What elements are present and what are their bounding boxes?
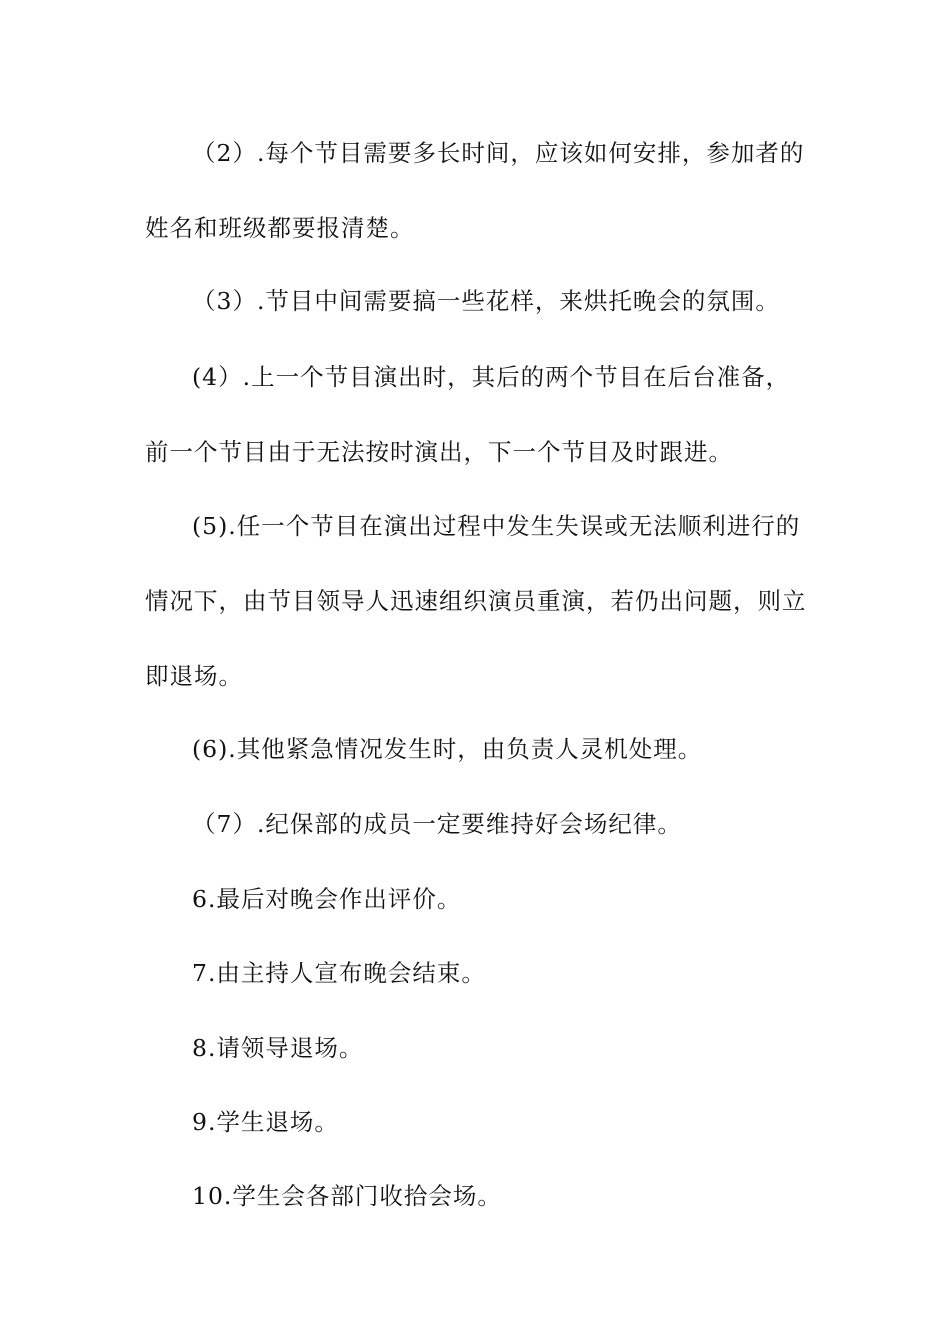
step-10: 10.学生会各部门收拾会场。 <box>192 1182 502 1210</box>
paragraph-item-6: (6).其他紧急情况发生时，由负责人灵机处理。 <box>192 735 703 763</box>
paragraph-item-5: (5).任一个节目在演出过程中发生失误或无法顺利进行的情况下，由节目领导人迅速组织演员重演，若仍出问题，则立即退场。 <box>145 512 807 690</box>
step-9: 9.学生退场。 <box>192 1108 339 1136</box>
paragraph-item-3: （3）.节目中间需要搞一些花样，来烘托晚会的氛围。 <box>192 287 780 315</box>
paragraph-item-4: (4）.上一个节目演出时，其后的两个节目在后台准备，前一个节目由于无法按时演出，下一个节目及时跟进。 <box>145 363 791 466</box>
step-6: 6.最后对晚会作出评价。 <box>192 885 462 913</box>
paragraph-item-7: （7）.纪保部的成员一定要维持好会场纪律。 <box>192 810 682 838</box>
paragraph-item-2: （2）.每个节目需要多长时间，应该如何安排，参加者的姓名和班级都要报清楚。 <box>145 139 805 242</box>
step-8: 8.请领导退场。 <box>192 1034 364 1062</box>
step-7: 7.由主持人宣布晚会结束。 <box>192 959 486 987</box>
